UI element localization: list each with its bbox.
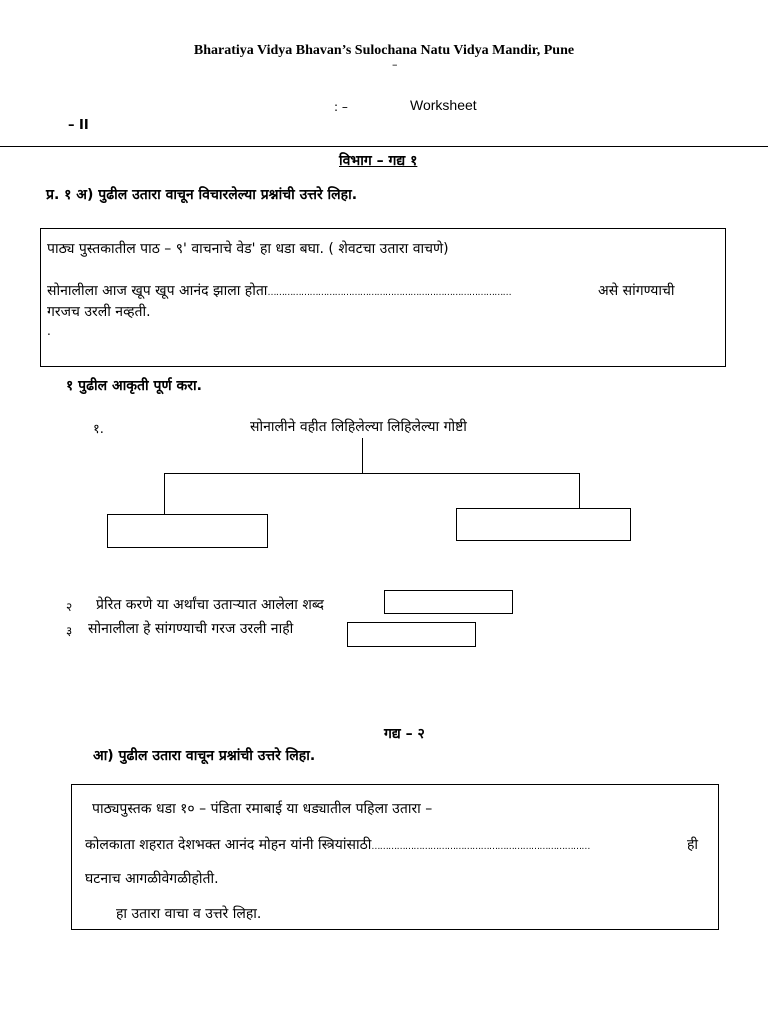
sub1-text: सोनालीने वहीत लिहिलेल्या लिहिलेल्या गोष्टी (250, 419, 467, 435)
q3-answer-box[interactable] (347, 622, 476, 647)
tree-left-branch (164, 473, 165, 515)
passage2-line2 (85, 835, 590, 854)
worksheet-title: Worksheet (410, 97, 477, 113)
passage1-dots: …………………………………………………………………………… (267, 288, 512, 298)
passage1-line3: गरजच उरली नव्हती. (47, 304, 151, 320)
passage2-line2-end: ही (687, 837, 699, 853)
q2-text: प्रेरित करणे या अर्थांचा उताऱ्यात आलेला शब्द (96, 597, 324, 613)
section1-question: प्र. १ अ) पुढील उतारा वाचून विचारलेल्या प्रश्नांची उत्तरे लिहा. (46, 187, 358, 203)
section2-title: गद्य – २ (384, 726, 425, 742)
tree-crossbar (164, 473, 580, 474)
passage2-dots: …………………………………………………………………… (371, 842, 590, 852)
header-rule (0, 146, 768, 147)
task1-heading: १ पुढील आकृती पूर्ण करा. (66, 378, 202, 394)
passage1-line2-end: असे सांगण्याची (598, 283, 675, 299)
passage2-line1: पाठ्यपुस्तक धडा १० – पंडिता रमाबाई या धड्यातील पहिला उतारा – (92, 801, 433, 817)
passage1-dot: . (47, 324, 51, 338)
passage2-line3: घटनाच आगळीवेगळीहोती. (85, 871, 219, 887)
section1-title: विभाग – गद्य १ (339, 153, 418, 169)
school-name: Bharatiya Vidya Bhavan’s Sulochana Natu Vidya Mandir, Pune (193, 43, 575, 58)
q2-answer-box[interactable] (384, 590, 513, 614)
passage-box-1 (40, 228, 726, 367)
passage-box-2 (71, 784, 719, 930)
sub1-number: १. (93, 422, 104, 437)
section2-question: आ) पुढील उतारा वाचून प्रश्नांची उत्तरे लिहा. (93, 748, 316, 764)
answer-box-right[interactable] (456, 508, 631, 541)
answer-box-left[interactable] (107, 514, 268, 548)
q2-number: २ (66, 600, 73, 614)
q3-text: सोनालीला हे सांगण्याची गरज उरली नाही (88, 621, 294, 637)
passage2-line2-start: कोलकाता शहरात देशभक्त आनंद मोहन यांनी स्त्रियांसाठी (85, 837, 372, 853)
header-roman: – II (68, 118, 89, 133)
tree-right-branch (579, 473, 580, 509)
q3-number: ३ (66, 624, 73, 638)
passage1-line2 (47, 281, 511, 300)
passage2-line4: हा उतारा वाचा व उत्तरे लिहा. (116, 906, 262, 922)
tree-stem (362, 438, 363, 473)
passage1-line2-start: सोनालीला आज खूप खूप आनंद झाला होता (47, 283, 268, 299)
header-colon-dash: : – (334, 100, 348, 114)
passage1-line1: पाठ्य पुस्तकातील पाठ – ९' वाचनाचे वेड' हा धडा बघा. ( शेवटचा उतारा वाचणे) (47, 241, 449, 257)
header-dash: – (392, 58, 398, 71)
